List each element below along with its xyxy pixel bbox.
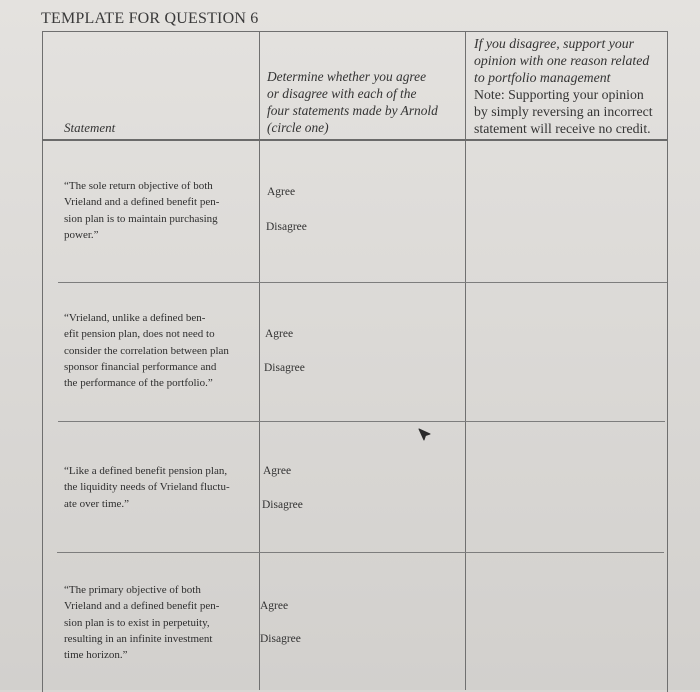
statement-line: sion plan is to maintain purchasing — [64, 212, 218, 225]
statement-line: Vrieland and a defined benefit pen- — [64, 196, 220, 209]
statement-line: “Like a defined benefit pension plan, — [64, 465, 228, 477]
determine-header-line: four statements made by Arnold — [267, 103, 438, 118]
agree-option-2[interactable]: Agree — [265, 328, 294, 340]
disagree-option-2[interactable]: Disagree — [264, 362, 305, 374]
determine-header-line: Determine whether you agree — [267, 69, 427, 84]
statement-line: the performance of the portfolio.” — [64, 377, 213, 390]
disagree-option-4[interactable]: Disagree — [260, 633, 301, 645]
statement-header: Statement — [64, 120, 116, 135]
agree-option-3[interactable]: Agree — [263, 465, 292, 477]
page-title: TEMPLATE FOR QUESTION 6 — [41, 10, 259, 27]
statement-line: “Vrieland, unlike a defined ben- — [64, 312, 206, 324]
statement-line: “The primary objective of both — [64, 584, 201, 596]
support-note-line: by simply reversing an incorrect — [474, 104, 653, 119]
column-divider-1 — [259, 32, 260, 690]
statement-line: efit pension plan, does not need to — [64, 328, 215, 341]
mouse-cursor-icon — [418, 428, 432, 448]
agree-option-1[interactable]: Agree — [267, 186, 296, 198]
statement-line: “The sole return objective of both — [64, 180, 213, 192]
statement-line: sion plan is to exist in perpetuity, — [64, 616, 210, 629]
determine-header-line: or disagree with each of the — [267, 86, 417, 101]
support-header — [474, 35, 653, 137]
statement-line: consider the correlation between plan — [64, 344, 229, 357]
statement-4 — [64, 582, 259, 663]
statement-line: the liquidity needs of Vrieland fluctu- — [64, 481, 230, 494]
statement-line: Vrieland and a defined benefit pen- — [64, 600, 220, 613]
statement-line: time horizon.” — [64, 649, 128, 662]
statement-line: sponsor financial performance and — [64, 360, 217, 373]
statement-line: power.” — [64, 228, 99, 241]
statement-2 — [64, 310, 259, 391]
statement-line: ate over time.” — [64, 497, 130, 510]
column-divider-2 — [465, 32, 466, 690]
row-divider-1 — [58, 282, 667, 283]
determine-header-line: (circle one) — [267, 120, 329, 135]
support-header-line: opinion with one reason related — [474, 53, 650, 68]
agree-option-4[interactable]: Agree — [260, 600, 289, 612]
support-note-line: statement will receive no credit. — [474, 121, 651, 136]
statement-3 — [64, 463, 259, 512]
disagree-option-3[interactable]: Disagree — [262, 499, 303, 511]
row-divider-2 — [58, 421, 665, 422]
row-divider-3 — [57, 552, 664, 553]
support-header-line: to portfolio management — [474, 70, 611, 85]
support-header-line: If you disagree, support your — [474, 36, 635, 51]
header-row-divider — [42, 139, 667, 141]
support-note-line: Note: Supporting your opinion — [474, 87, 644, 102]
disagree-option-1[interactable]: Disagree — [266, 221, 307, 233]
statement-1 — [64, 178, 259, 243]
statement-line: resulting in an infinite investment — [64, 632, 213, 645]
determine-header — [267, 68, 438, 136]
